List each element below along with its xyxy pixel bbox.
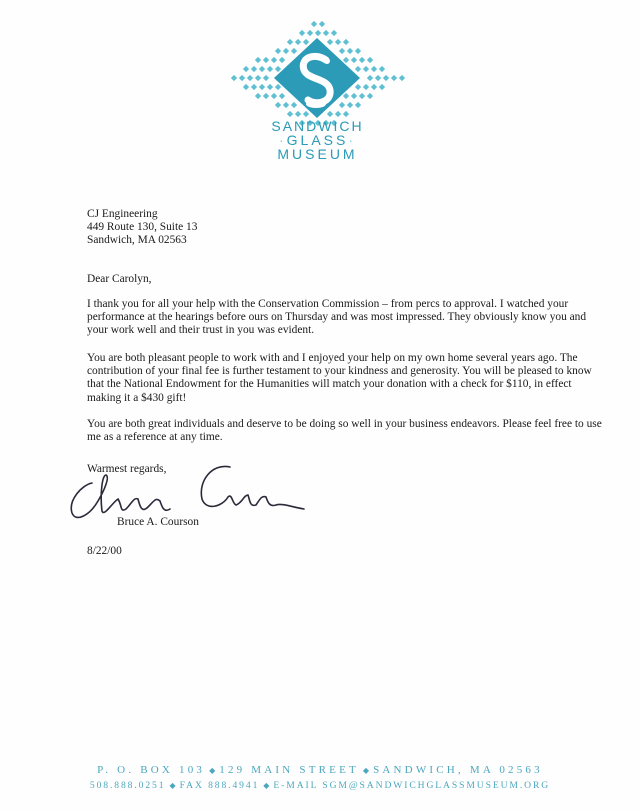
logo-dot <box>243 84 249 90</box>
logo-dot <box>327 111 333 117</box>
logo-dot <box>335 111 341 117</box>
logo-dot <box>291 48 297 54</box>
logo-dot <box>363 84 369 90</box>
logo-dot <box>259 66 265 72</box>
logo-dot <box>251 84 257 90</box>
logo-dot <box>243 66 249 72</box>
footer-fax: FAX 888.4941 <box>179 780 260 791</box>
logo-dot <box>279 93 285 99</box>
logo-dot <box>339 48 345 54</box>
diamond-separator-icon: ◆ <box>263 781 270 790</box>
logo-dot <box>303 111 309 117</box>
logo-dot <box>355 48 361 54</box>
diamond-separator-icon: ◆ <box>209 766 216 775</box>
logo-dot <box>295 39 301 45</box>
footer-po-box: P. O. BOX 103 <box>97 764 206 776</box>
footer-street: 129 MAIN STREET <box>219 764 359 776</box>
logo-dot <box>275 66 281 72</box>
logo-dot <box>291 102 297 108</box>
logo-dot <box>327 39 333 45</box>
logo-dot <box>335 39 341 45</box>
logo-dot <box>391 75 397 81</box>
logo-dot <box>399 75 405 81</box>
logo-dot <box>311 21 317 27</box>
logo-dot <box>351 57 357 63</box>
logo-dot <box>319 21 325 27</box>
logo-dot <box>367 75 373 81</box>
logo-dot <box>379 84 385 90</box>
logo-dot <box>355 102 361 108</box>
logo-dot <box>347 102 353 108</box>
logo-dot <box>323 30 329 36</box>
body-paragraph-1: I thank you for all your help with the Conservation Commission – from percs to approval. I watched your performance at the hearings before ours on Thursday and was most impressed. They obviously know you and your work well and their trust in you was evident. <box>87 298 587 337</box>
logo-dot <box>363 66 369 72</box>
logo-dot <box>343 57 349 63</box>
letter-date: 8/22/00 <box>87 545 122 557</box>
logo-dot <box>299 30 305 36</box>
logo-dot <box>343 39 349 45</box>
logo-dot <box>239 75 245 81</box>
logo-dot <box>275 102 281 108</box>
logo-dot <box>367 57 373 63</box>
logo-dot <box>271 57 277 63</box>
logo-dot <box>331 30 337 36</box>
logo-dot <box>355 66 361 72</box>
salutation: Dear Carolyn, <box>87 273 152 285</box>
logo-dot <box>375 75 381 81</box>
logo-dot <box>343 111 349 117</box>
logo-dot <box>283 102 289 108</box>
footer-address-line <box>0 764 640 776</box>
footer-city: SANDWICH, MA 02563 <box>373 764 543 776</box>
logo-dot <box>263 93 269 99</box>
logo-dot <box>303 39 309 45</box>
logo-dot <box>379 66 385 72</box>
closing: Warmest regards, <box>87 463 167 475</box>
logo-dot <box>263 57 269 63</box>
body-paragraph-3: You are both great individuals and deserve to be doing so well in your business endeavors. Please feel free to use me as a reference at any time. <box>87 418 602 444</box>
diamond-separator-icon: ◆ <box>169 781 176 790</box>
logo-dot <box>247 75 253 81</box>
logo-dot <box>259 84 265 90</box>
logo-dot <box>275 48 281 54</box>
body-paragraph-2: You are both pleasant people to work with and I enjoyed your help on my own home several years ago. The contribution of your final fee is further testament to your kindness and generosity. You will be pleased to know that the National Endowment for the Humanities will match your donation with a check for $110, in effect making it a $430 gift! <box>87 352 592 404</box>
logo-dot <box>295 111 301 117</box>
logo-dot <box>255 93 261 99</box>
logo-dot <box>383 75 389 81</box>
logo-dot <box>315 30 321 36</box>
logo-dot <box>359 93 365 99</box>
logo-wordmark-glass: GLASS <box>286 132 349 148</box>
recipient-street: 449 Route 130, Suite 13 <box>87 221 198 234</box>
logo-dot <box>367 93 373 99</box>
logo-wordmark-line-3: MUSEUM <box>277 146 358 162</box>
logo-dot <box>359 57 365 63</box>
footer-contact-line <box>0 780 640 791</box>
logo-dot <box>351 93 357 99</box>
logo-dot <box>339 102 345 108</box>
recipient-city: Sandwich, MA 02563 <box>87 234 187 247</box>
logo-dot <box>355 84 361 90</box>
signer-name: Bruce A. Courson <box>117 516 199 528</box>
logo-dot <box>271 93 277 99</box>
logo-dot <box>267 84 273 90</box>
logo-dot <box>347 48 353 54</box>
logo-dot <box>275 84 281 90</box>
recipient-address <box>87 208 607 248</box>
logo-dot <box>287 39 293 45</box>
logo-dot <box>343 93 349 99</box>
logo-dot <box>255 57 261 63</box>
logo-dot <box>307 30 313 36</box>
footer-email: E-MAIL SGM@SANDWICHGLASSMUSEUM.ORG <box>273 780 551 791</box>
logo-dot <box>231 75 237 81</box>
footer-phone: 508.888.0251 <box>89 780 166 791</box>
logo-dot <box>263 75 269 81</box>
logo-dot <box>287 111 293 117</box>
logo-dot <box>371 66 377 72</box>
diamond-separator-icon: ◆ <box>362 766 370 775</box>
logo-dot <box>251 66 257 72</box>
recipient-company: CJ Engineering <box>87 208 158 220</box>
logo-dot <box>267 66 273 72</box>
logo-dot <box>255 75 261 81</box>
logo-wordmark-line-2: ·GLASS· <box>278 132 357 148</box>
logo-dot <box>279 57 285 63</box>
logo-wordmark-line-1: SANDWICH <box>271 118 364 134</box>
logo-dot <box>371 84 377 90</box>
logo-dot <box>283 48 289 54</box>
